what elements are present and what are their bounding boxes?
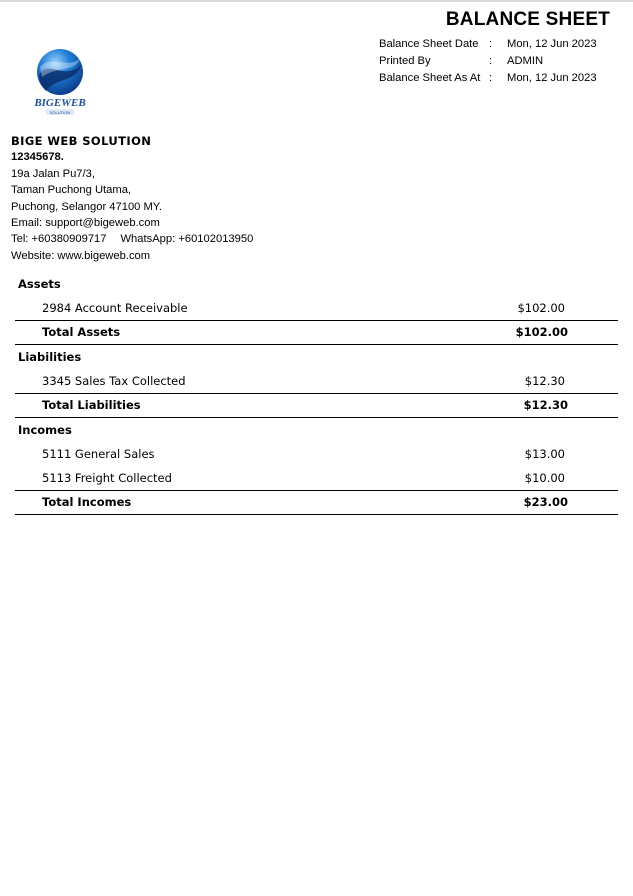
company-whatsapp: WhatsApp: +60102013950 — [120, 233, 254, 246]
meta-value: Mon, 12 Jun 2023 — [507, 72, 597, 84]
total-label: Total Assets — [42, 325, 121, 339]
top-border — [0, 0, 633, 2]
meta-row-printed-by — [379, 55, 597, 72]
account-amount: $10.00 — [524, 471, 565, 485]
meta-label: Balance Sheet Date — [379, 38, 479, 50]
globe-logo-icon — [30, 47, 90, 117]
account-amount: $102.00 — [517, 301, 565, 315]
total-label: Total Incomes — [42, 495, 132, 509]
company-phones — [11, 231, 253, 247]
account-label: 5113 Freight Collected — [42, 471, 172, 485]
balance-sheet-table — [15, 272, 618, 515]
account-amount: $12.30 — [524, 374, 565, 388]
meta-separator: : — [489, 72, 493, 84]
meta-value: Mon, 12 Jun 2023 — [507, 38, 597, 50]
company-reg-no: 12345678. — [11, 151, 64, 164]
company-tel: Tel: +60380909717 — [11, 233, 107, 246]
svg-text:BIGEWEB: BIGEWEB — [34, 97, 86, 109]
meta-row-date — [379, 38, 597, 55]
table-row — [15, 466, 618, 490]
meta-label: Printed By — [379, 55, 431, 67]
address-line: 19a Jalan Pu7/3, — [11, 167, 95, 180]
table-row — [15, 369, 618, 393]
account-label: 5111 General Sales — [42, 447, 155, 461]
total-row-liabilities — [15, 393, 618, 418]
total-row-assets — [15, 320, 618, 345]
meta-separator: : — [489, 55, 493, 67]
company-name: BIGE WEB SOLUTION — [11, 134, 152, 148]
meta-separator: : — [489, 38, 493, 50]
total-amount: $12.30 — [523, 398, 568, 412]
section-heading-incomes: Incomes — [18, 423, 72, 437]
account-label: 2984 Account Receivable — [42, 301, 188, 315]
company-logo — [30, 47, 90, 117]
total-row-incomes — [15, 490, 618, 515]
report-meta — [379, 38, 597, 89]
company-website: Website: www.bigeweb.com — [11, 249, 151, 262]
meta-label: Balance Sheet As At — [379, 72, 481, 84]
meta-row-as-at — [379, 72, 597, 89]
section-heading-assets: Assets — [18, 277, 61, 291]
address-line: Puchong, Selangor 47100 MY. — [11, 200, 162, 213]
total-label: Total Liabilities — [42, 398, 141, 412]
account-label: 3345 Sales Tax Collected — [42, 374, 186, 388]
svg-text:SOLUTION: SOLUTION — [49, 110, 71, 115]
table-row — [15, 296, 618, 320]
table-row — [15, 442, 618, 466]
page-title: BALANCE SHEET — [445, 9, 610, 30]
total-amount: $102.00 — [515, 325, 568, 339]
meta-value: ADMIN — [507, 55, 544, 67]
company-email: Email: support@bigeweb.com — [11, 217, 160, 230]
account-amount: $13.00 — [524, 447, 565, 461]
total-amount: $23.00 — [523, 495, 568, 509]
address-line: Taman Puchong Utama, — [11, 184, 132, 197]
section-heading-liabilities: Liabilities — [18, 350, 82, 364]
company-info — [11, 133, 253, 264]
